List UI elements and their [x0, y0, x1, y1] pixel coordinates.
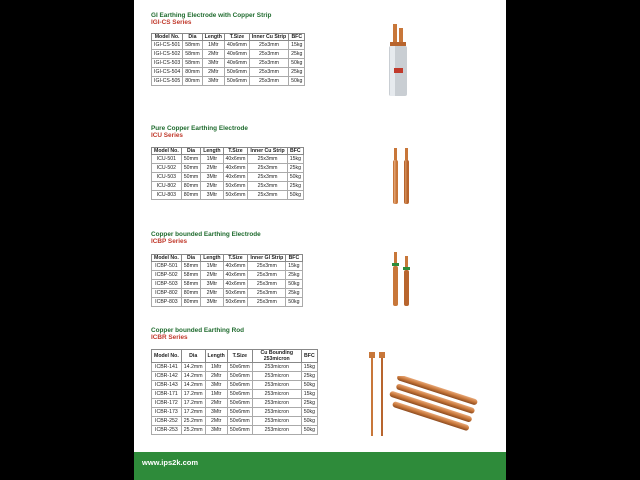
table-cell: 3Mtr [202, 59, 224, 68]
table-cell: 253micron [252, 372, 301, 381]
table-cell: ICBR-173 [152, 408, 182, 417]
table-cell: ICU-501 [152, 155, 182, 164]
table-cell: ICBR-252 [152, 417, 182, 426]
column-header: Model No. [152, 148, 182, 155]
table-cell: 253micron [252, 408, 301, 417]
icu-electrode-image [384, 146, 418, 206]
table-cell: 40x6mm [223, 262, 248, 271]
table-row [152, 372, 318, 381]
column-header: Length [201, 255, 223, 262]
table-cell: 253micron [252, 363, 301, 372]
spec-table-icbr [151, 349, 318, 435]
table-row [152, 381, 318, 390]
section-title-igi-cs: GI Earthing Electrode with Copper Strip [151, 12, 272, 19]
section-title-icbr: Copper bounded Earthing Rod [151, 327, 245, 334]
table-cell: 50kg [289, 59, 305, 68]
table-row [152, 280, 303, 289]
table-row [152, 50, 305, 59]
table-cell: 50mm [181, 155, 200, 164]
table-cell: 50x6mm [223, 298, 248, 307]
table-cell: 25kg [287, 164, 303, 173]
table-cell: ICBR-253 [152, 426, 182, 435]
section-title-icbp: Copper bounded Earthing Electrode [151, 231, 261, 238]
table-cell: 3Mtr [205, 426, 227, 435]
table-cell: 25kg [301, 372, 317, 381]
table-row [152, 417, 318, 426]
table-cell: 253micron [252, 381, 301, 390]
table-row [152, 271, 303, 280]
table-cell: 40x6mm [223, 155, 248, 164]
table-cell: IGI-CS-503 [152, 59, 183, 68]
table-cell: ICBR-141 [152, 363, 182, 372]
table-cell: 2Mtr [201, 289, 223, 298]
table-cell: 2Mtr [205, 372, 227, 381]
table-cell: IGI-CS-502 [152, 50, 183, 59]
table-cell: 50x6mm [227, 417, 252, 426]
table-cell: 50kg [301, 426, 317, 435]
column-header: BFC [286, 255, 302, 262]
table-row [152, 262, 303, 271]
table-cell: 40x6mm [224, 41, 249, 50]
table-cell: 25kg [286, 289, 302, 298]
table-cell: 17.2mm [181, 390, 205, 399]
table-cell: ICBP-503 [152, 280, 182, 289]
column-header: Model No. [152, 34, 183, 41]
table-cell: 3Mtr [201, 280, 223, 289]
table-cell: 2Mtr [201, 164, 223, 173]
table-row [152, 191, 304, 200]
table-cell: 40x6mm [223, 164, 248, 173]
table-cell: 50mm [181, 164, 200, 173]
table-cell: 58mm [183, 59, 202, 68]
table-header-row [152, 148, 304, 155]
table-cell: 25x3mm [248, 289, 286, 298]
column-header: T.Size [224, 34, 249, 41]
table-cell: 17.2mm [181, 408, 205, 417]
table-cell: 50x6mm [227, 372, 252, 381]
table-cell: 50x6mm [223, 289, 248, 298]
table-cell: 25x3mm [248, 155, 287, 164]
table-cell: 3Mtr [205, 381, 227, 390]
column-header: Length [201, 148, 223, 155]
table-cell: 80mm [181, 298, 200, 307]
table-cell: 80mm [183, 68, 202, 77]
table-cell: 40x6mm [224, 50, 249, 59]
table-cell: 80mm [181, 182, 200, 191]
table-row [152, 182, 304, 191]
table-cell: ICBR-172 [152, 399, 182, 408]
table-cell: 58mm [183, 41, 202, 50]
table-cell: 80mm [183, 77, 202, 86]
table-cell: 50mm [181, 173, 200, 182]
section-title-icu: Pure Copper Earthing Electrode [151, 125, 248, 132]
table-cell: ICU-802 [152, 182, 182, 191]
table-cell: ICBP-802 [152, 289, 182, 298]
table-cell: ICBR-143 [152, 381, 182, 390]
table-cell: 40x6mm [223, 280, 248, 289]
table-cell: 253micron [252, 417, 301, 426]
table-cell: 15kg [301, 390, 317, 399]
table-cell: 25x3mm [248, 191, 287, 200]
table-cell: 50kg [301, 381, 317, 390]
spec-table-icu [151, 147, 304, 200]
table-cell: 50x6mm [227, 390, 252, 399]
column-header: T.Size [227, 350, 252, 363]
table-cell: 40x6mm [223, 173, 248, 182]
table-cell: 50x6mm [227, 363, 252, 372]
table-row [152, 77, 305, 86]
table-header-row [152, 34, 305, 41]
table-cell: 25x3mm [248, 271, 286, 280]
table-cell: 25x3mm [249, 50, 288, 59]
column-header: Inner Cu Strip [248, 148, 287, 155]
table-cell: IGI-CS-505 [152, 77, 183, 86]
table-row [152, 164, 304, 173]
table-cell: 50kg [286, 298, 302, 307]
table-cell: 25x3mm [249, 59, 288, 68]
table-cell: 50kg [301, 417, 317, 426]
table-cell: 25kg [287, 182, 303, 191]
footer-bar [134, 452, 506, 480]
table-cell: 2Mtr [202, 68, 224, 77]
table-cell: 80mm [181, 289, 200, 298]
table-cell: 14.2mm [181, 372, 205, 381]
column-header: Cu Bounding 253micron [252, 350, 301, 363]
table-cell: ICBR-171 [152, 390, 182, 399]
table-cell: IGI-CS-501 [152, 41, 183, 50]
column-header: T.Size [223, 148, 248, 155]
table-row [152, 363, 318, 372]
column-header: Length [205, 350, 227, 363]
table-cell: ICBP-803 [152, 298, 182, 307]
table-cell: 50x6mm [223, 182, 248, 191]
icbp-electrode-image [384, 252, 418, 308]
table-row [152, 41, 305, 50]
table-header-row [152, 255, 303, 262]
table-cell: 2Mtr [205, 399, 227, 408]
igi-cs-electrode-image [378, 24, 418, 100]
table-row [152, 426, 318, 435]
table-cell: ICU-503 [152, 173, 182, 182]
column-header: Dia [181, 255, 200, 262]
footer-website[interactable]: www.ips2k.com [142, 458, 198, 467]
table-cell: 3Mtr [205, 408, 227, 417]
column-header: BFC [287, 148, 303, 155]
table-cell: 50kg [287, 173, 303, 182]
table-cell: 80mm [181, 191, 200, 200]
table-cell: 1Mtr [202, 41, 224, 50]
spec-table-igi-cs [151, 33, 305, 86]
table-cell: 25x3mm [248, 262, 286, 271]
section-series-icbr: ICBR Series [151, 334, 188, 341]
table-cell: 25x3mm [248, 173, 287, 182]
column-header: Dia [181, 148, 200, 155]
table-cell: ICU-502 [152, 164, 182, 173]
table-cell: 50kg [301, 408, 317, 417]
table-cell: 25x3mm [248, 280, 286, 289]
section-series-igi-cs: IGI-CS Series [151, 19, 192, 26]
table-cell: 15kg [301, 363, 317, 372]
table-row [152, 399, 318, 408]
table-cell: 50kg [289, 77, 305, 86]
table-cell: 25kg [301, 399, 317, 408]
table-cell: 15kg [289, 41, 305, 50]
table-cell: 17.2mm [181, 399, 205, 408]
table-cell: 50x6mm [223, 191, 248, 200]
table-cell: 253micron [252, 390, 301, 399]
spec-table-icbp [151, 254, 303, 307]
table-cell: 40x6mm [223, 271, 248, 280]
table-cell: 1Mtr [205, 390, 227, 399]
table-cell: 3Mtr [201, 298, 223, 307]
table-cell: 50kg [287, 191, 303, 200]
section-series-icu: ICU Series [151, 132, 183, 139]
table-cell: 1Mtr [201, 262, 223, 271]
table-cell: 14.2mm [181, 363, 205, 372]
table-row [152, 408, 318, 417]
table-cell: 3Mtr [201, 191, 223, 200]
icbr-rod-bundle-image [386, 376, 478, 436]
table-cell: 25.2mm [181, 417, 205, 426]
table-cell: 25.2mm [181, 426, 205, 435]
table-cell: 15kg [287, 155, 303, 164]
table-cell: 1Mtr [201, 155, 223, 164]
table-row [152, 59, 305, 68]
table-row [152, 289, 303, 298]
table-cell: 25x3mm [248, 164, 287, 173]
table-cell: ICBP-502 [152, 271, 182, 280]
table-cell: 253micron [252, 426, 301, 435]
table-row [152, 155, 304, 164]
table-header-row [152, 350, 318, 363]
table-cell: 2Mtr [201, 182, 223, 191]
column-header: T.Size [223, 255, 248, 262]
table-row [152, 68, 305, 77]
table-cell: 25kg [289, 50, 305, 59]
table-cell: ICU-803 [152, 191, 182, 200]
table-cell: 3Mtr [201, 173, 223, 182]
table-cell: 2Mtr [201, 271, 223, 280]
catalog-page [134, 0, 506, 480]
table-cell: 58mm [181, 280, 200, 289]
table-cell: 2Mtr [205, 417, 227, 426]
table-cell: 25kg [289, 68, 305, 77]
table-cell: IGI-CS-504 [152, 68, 183, 77]
table-cell: 50x6mm [224, 68, 249, 77]
table-cell: 25x3mm [249, 77, 288, 86]
table-cell: 3Mtr [202, 77, 224, 86]
column-header: Inner Cu Strip [249, 34, 288, 41]
table-cell: 50kg [286, 280, 302, 289]
column-header: Dia [183, 34, 202, 41]
table-cell: 25kg [286, 271, 302, 280]
table-cell: 253micron [252, 399, 301, 408]
table-cell: ICBP-501 [152, 262, 182, 271]
table-cell: 50x6mm [224, 77, 249, 86]
table-cell: 50x6mm [227, 426, 252, 435]
table-cell: 50x6mm [227, 408, 252, 417]
column-header: Inner GI Strip [248, 255, 286, 262]
table-cell: 14.2mm [181, 381, 205, 390]
table-cell: 25x3mm [248, 298, 286, 307]
table-cell: 2Mtr [202, 50, 224, 59]
table-row [152, 298, 303, 307]
section-series-icbp: ICBP Series [151, 238, 188, 245]
table-cell: 58mm [181, 262, 200, 271]
table-cell: 1Mtr [205, 363, 227, 372]
column-header: Dia [181, 350, 205, 363]
table-cell: ICBR-142 [152, 372, 182, 381]
table-cell: 25x3mm [249, 68, 288, 77]
table-row [152, 390, 318, 399]
column-header: Model No. [152, 255, 182, 262]
table-row [152, 173, 304, 182]
table-cell: 25x3mm [248, 182, 287, 191]
table-cell: 50x6mm [227, 381, 252, 390]
table-cell: 58mm [183, 50, 202, 59]
column-header: Length [202, 34, 224, 41]
table-cell: 15kg [286, 262, 302, 271]
column-header: BFC [301, 350, 317, 363]
column-header: Model No. [152, 350, 182, 363]
table-cell: 58mm [181, 271, 200, 280]
table-cell: 40x6mm [224, 59, 249, 68]
table-cell: 50x6mm [227, 399, 252, 408]
table-cell: 25x3mm [249, 41, 288, 50]
column-header: BFC [289, 34, 305, 41]
